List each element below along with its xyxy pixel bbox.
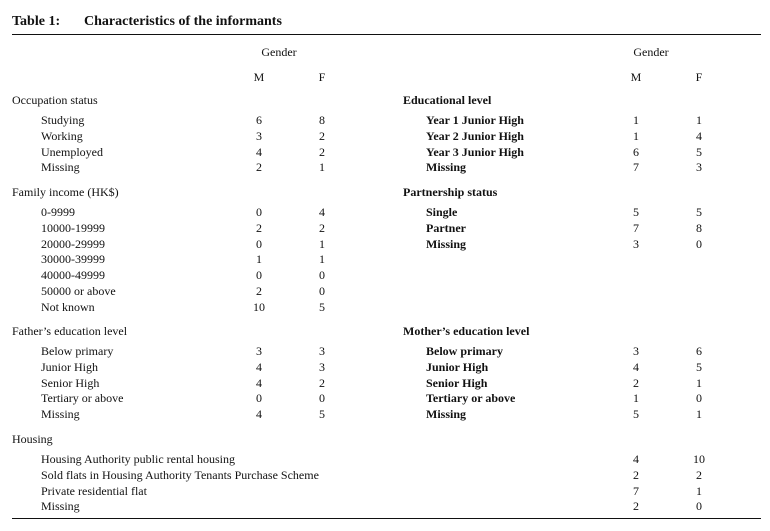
left-row-female-value: 1 (319, 252, 325, 266)
table-number: Table 1: (12, 14, 61, 29)
right-row-label: Missing (426, 237, 467, 251)
left-row-male-value: 3 (256, 344, 262, 358)
housing-row-female-value: 0 (696, 499, 702, 513)
housing-row-female-value: 2 (696, 468, 702, 482)
left-row-male-value: 0 (256, 391, 262, 405)
left-row-male-value: 10 (253, 300, 265, 314)
housing-row-female-value: 10 (693, 452, 705, 466)
left-row-label: 50000 or above (41, 284, 116, 298)
gender-header-right: Gender (633, 45, 669, 59)
housing-row-label: Sold flats in Housing Authority Tenants Purchase Scheme (41, 468, 319, 482)
male-header-right: M (630, 70, 642, 84)
right-row-label: Senior High (426, 376, 488, 390)
right-section-title: Mother’s education level (403, 324, 530, 338)
housing-row-female-value: 1 (696, 484, 702, 498)
right-row-female-value: 8 (696, 221, 702, 235)
right-row-male-value: 3 (633, 237, 639, 251)
left-row-label: 20000-29999 (41, 237, 105, 251)
table-caption (12, 14, 282, 30)
left-row-label: 0-9999 (41, 205, 75, 219)
left-row-female-value: 4 (319, 205, 325, 219)
table-title: Characteristics of the informants (84, 14, 282, 29)
left-row-female-value: 5 (319, 300, 325, 314)
right-row-female-value: 6 (696, 344, 702, 358)
right-row-female-value: 0 (696, 391, 702, 405)
right-row-male-value: 4 (633, 360, 639, 374)
left-row-female-value: 2 (319, 129, 325, 143)
right-row-label: Below primary (426, 344, 503, 358)
left-row-label: Working (41, 129, 83, 143)
left-row-female-value: 2 (319, 145, 325, 159)
left-row-label: Senior High (41, 376, 100, 390)
right-row-female-value: 0 (696, 237, 702, 251)
right-row-female-value: 5 (696, 145, 702, 159)
right-row-male-value: 1 (633, 391, 639, 405)
male-header-left: M (253, 70, 265, 84)
left-row-label: Missing (41, 407, 80, 421)
right-row-label: Single (426, 205, 458, 219)
right-row-male-value: 1 (633, 129, 639, 143)
top-rule (12, 34, 761, 35)
housing-row-label: Missing (41, 499, 80, 513)
left-row-male-value: 3 (256, 129, 262, 143)
right-row-label: Junior High (426, 360, 489, 374)
right-row-label: Year 1 Junior High (426, 113, 524, 127)
left-section-title: Occupation status (12, 93, 98, 107)
right-row-male-value: 6 (633, 145, 639, 159)
right-row-female-value: 1 (696, 113, 702, 127)
housing-row-male-value: 2 (633, 499, 639, 513)
left-row-male-value: 4 (256, 360, 262, 374)
gender-header-left: Gender (261, 45, 297, 59)
left-row-female-value: 0 (319, 391, 325, 405)
right-row-male-value: 3 (633, 344, 639, 358)
right-row-male-value: 7 (633, 221, 639, 235)
left-row-female-value: 1 (319, 237, 325, 251)
female-header-left: F (318, 70, 326, 84)
housing-row-label: Housing Authority public rental housing (41, 452, 235, 466)
right-row-male-value: 2 (633, 376, 639, 390)
left-section-title: Father’s education level (12, 324, 128, 338)
housing-row-male-value: 4 (633, 452, 639, 466)
left-row-label: Tertiary or above (41, 391, 124, 405)
right-row-female-value: 1 (696, 376, 702, 390)
right-row-label: Partner (426, 221, 466, 235)
housing-row-label: Private residential flat (41, 484, 147, 498)
right-row-female-value: 5 (696, 360, 702, 374)
left-row-label: 40000-49999 (41, 268, 105, 282)
left-row-female-value: 2 (319, 376, 325, 390)
left-row-male-value: 6 (256, 113, 262, 127)
left-row-female-value: 2 (319, 221, 325, 235)
right-row-label: Tertiary or above (426, 391, 516, 405)
left-row-label: Below primary (41, 344, 114, 358)
left-row-female-value: 0 (319, 268, 325, 282)
right-row-female-value: 4 (696, 129, 702, 143)
right-row-male-value: 7 (633, 160, 639, 174)
left-row-female-value: 3 (319, 360, 325, 374)
left-row-label: 10000-19999 (41, 221, 105, 235)
right-row-female-value: 3 (696, 160, 702, 174)
left-row-label: Studying (41, 113, 85, 127)
left-row-male-value: 4 (256, 145, 262, 159)
left-row-male-value: 0 (256, 237, 262, 251)
left-row-male-value: 1 (256, 252, 262, 266)
left-row-label: 30000-39999 (41, 252, 105, 266)
right-row-label: Missing (426, 160, 467, 174)
left-row-male-value: 2 (256, 221, 262, 235)
left-row-label: Not known (41, 300, 95, 314)
left-section-title: Family income (HK$) (12, 185, 119, 199)
right-row-male-value: 5 (633, 407, 639, 421)
left-row-label: Missing (41, 160, 80, 174)
right-row-male-value: 5 (633, 205, 639, 219)
housing-row-male-value: 7 (633, 484, 639, 498)
left-row-female-value: 5 (319, 407, 325, 421)
left-row-female-value: 1 (319, 160, 325, 174)
left-row-female-value: 8 (319, 113, 325, 127)
right-section-title: Educational level (403, 93, 492, 107)
housing-section-title: Housing (12, 432, 53, 446)
left-row-male-value: 0 (256, 205, 262, 219)
female-header-right: F (695, 70, 703, 84)
left-row-female-value: 0 (319, 284, 325, 298)
left-row-label: Unemployed (41, 145, 103, 159)
right-row-label: Year 2 Junior High (426, 129, 524, 143)
housing-row-male-value: 2 (633, 468, 639, 482)
left-row-male-value: 2 (256, 284, 262, 298)
left-row-female-value: 3 (319, 344, 325, 358)
right-row-female-value: 1 (696, 407, 702, 421)
left-row-male-value: 4 (256, 376, 262, 390)
right-row-label: Missing (426, 407, 467, 421)
right-row-label: Year 3 Junior High (426, 145, 524, 159)
bottom-rule (12, 518, 761, 519)
left-row-male-value: 0 (256, 268, 262, 282)
left-row-male-value: 2 (256, 160, 262, 174)
left-row-male-value: 4 (256, 407, 262, 421)
right-row-male-value: 1 (633, 113, 639, 127)
right-row-female-value: 5 (696, 205, 702, 219)
left-row-label: Junior High (41, 360, 98, 374)
right-section-title: Partnership status (403, 185, 498, 199)
